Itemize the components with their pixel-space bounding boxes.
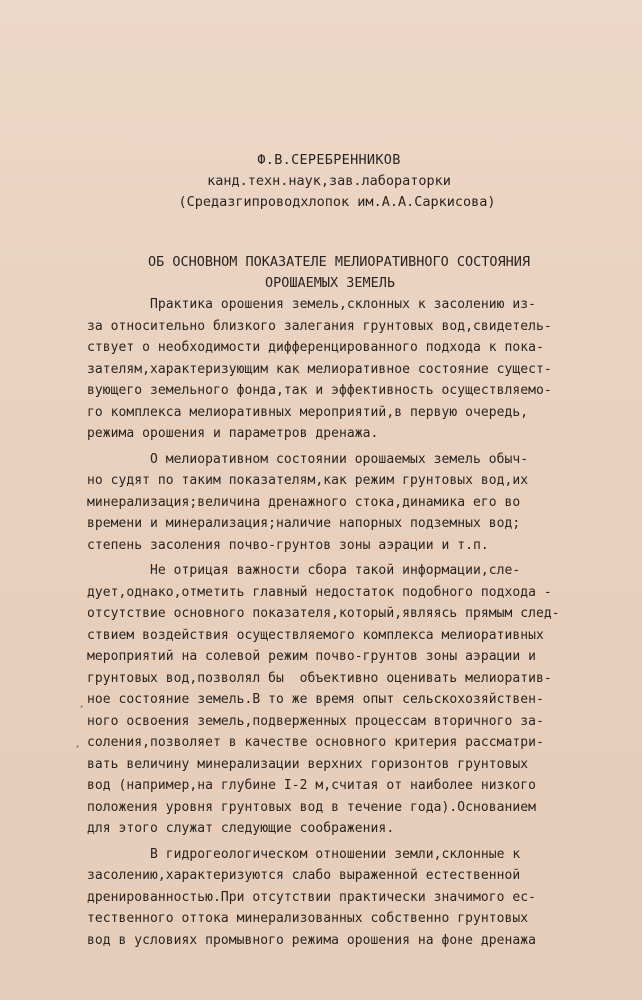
text-line: ное состояние земель.В то же время опыт сельскохозяйствен- [87, 692, 544, 707]
author-organization: (Средазгипроводхлопок им.А.А.Саркисова) [178, 194, 496, 210]
text-line: но судят по таким показателям,как режим грунтовых вод,их [87, 473, 529, 488]
text-line: В гидрогеологическом отношении земли,склонные к [87, 846, 521, 862]
text-line: положения уровня грунтовых вод в течение года).Основанием [87, 799, 536, 815]
text-line: Практика орошения земель,склонных к засолению из- [87, 297, 536, 312]
text-line: мероприятий на солевой режим почво-грунтов зоны аэрации и [87, 649, 536, 664]
text-line: дует,однако,отметить главный недостаток подобного подхода - [87, 584, 552, 600]
author-name: Ф.В.СЕРЕБРЕННИКОВ [257, 152, 401, 168]
text-line: зателям,характеризующим как мелиоративное состояние сущест- [87, 361, 552, 377]
text-line: степень засоления почво-грунтов зоны аэрации и т.п. [87, 537, 489, 553]
text-line: за относительно близкого залегания грунтовых вод,свидетель- [87, 318, 552, 334]
paragraph-4 [87, 844, 587, 952]
text-line: грунтовых вод,позволял бы объективно оценивать мелиоратив- [87, 670, 552, 686]
text-line: вующего земельного фонда,так и эффективность осуществляемо- [87, 383, 552, 398]
text-line: отсутствие основного показателя,который,являясь прямым след- [87, 606, 560, 621]
text-line: режима орошения и параметров дренажа. [87, 426, 379, 441]
title-line-1: ОБ ОСНОВНОМ ПОКАЗАТЕЛЕ МЕЛИОРАТИВНОГО СОСТОЯНИЯ [147, 254, 530, 270]
margin-mark-dot: · [74, 740, 82, 754]
text-line: вод в условиях промывного режима орошения на фоне дренажа [87, 932, 536, 948]
text-line: вод (например,на глубине I-2 м,считая от наиболее низкого [87, 778, 536, 793]
author-block [0, 150, 642, 213]
text-line: О мелиоративном состоянии орошаемых земель обыч- [87, 451, 529, 467]
text-line: минерализация;величина дренажного стока,динамика его во [87, 494, 521, 510]
text-line: ного освоения земель,подверженных процессам вторичного за- [87, 713, 544, 729]
text-line: соления,позволяет в качестве основного критерия рассматри- [87, 735, 544, 750]
paragraph-3 [87, 560, 587, 840]
text-line: засолению,характеризуются слабо выраженной естественной [87, 868, 521, 883]
text-line: времени и минерализация;наличие напорных подземных вод; [87, 516, 521, 531]
paragraph-2 [87, 449, 587, 557]
text-line: го комплекса мелиоративных мероприятий,в первую очередь, [87, 404, 529, 420]
text-line: дренированностью.При отсутствии практически значимого ес- [87, 889, 536, 905]
text-line: для этого служат следующие соображения. [87, 821, 395, 836]
paragraph-1 [87, 294, 587, 445]
text-line: вать величину минерализации верхних горизонтов грунтовых [87, 756, 529, 772]
text-line: ствует о необходимости дифференцированного подхода к пока- [87, 340, 544, 355]
text-line: тественного оттока минерализованных собственно грунтовых [87, 911, 529, 926]
author-position: канд.техн.наук,зав.лабораторки [207, 173, 451, 189]
article-body [87, 294, 587, 951]
text-line: ствием воздействия осуществляемого комплекса мелиоративных [87, 627, 544, 643]
margin-mark-dot: · [78, 700, 86, 714]
text-line: Не отрицая важности сбора такой информации,сле- [87, 563, 521, 578]
title-line-2: ОРОШАЕМЫХ ЗЕМЕЛЬ [264, 275, 396, 291]
article-title [0, 252, 642, 294]
